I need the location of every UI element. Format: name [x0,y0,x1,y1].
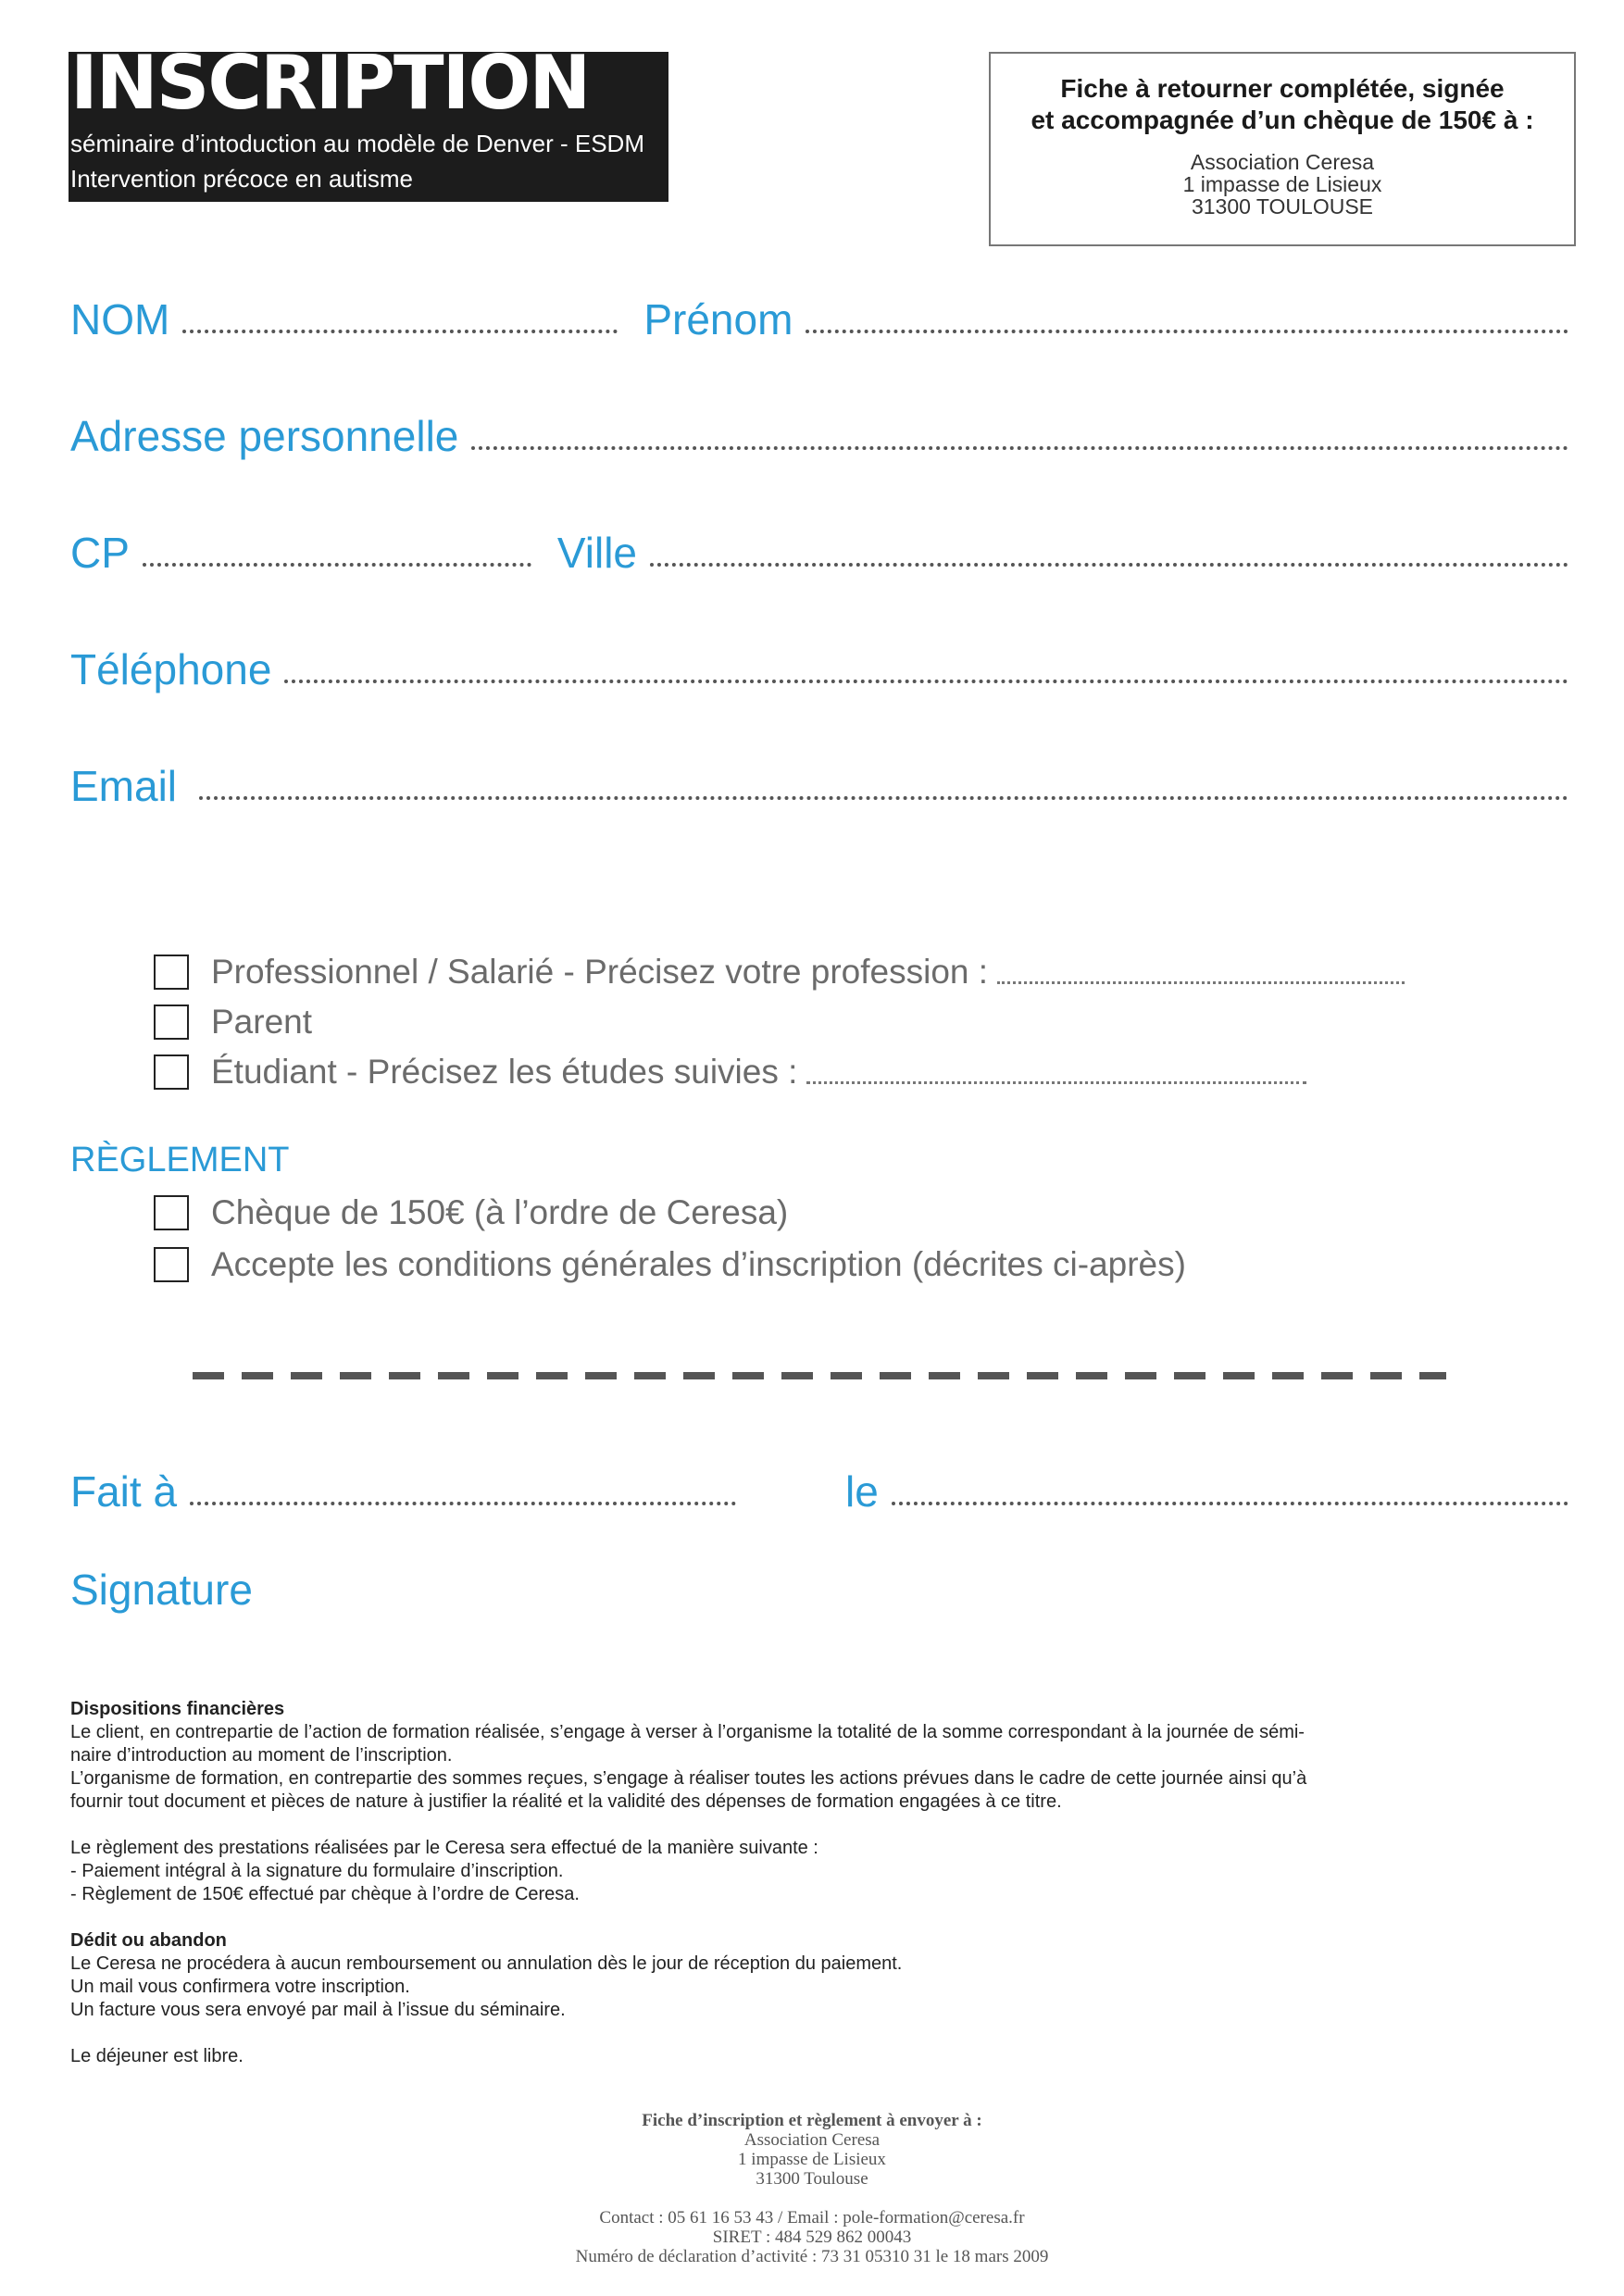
reglement-cheque [154,1191,788,1235]
profession-field[interactable] [997,981,1405,984]
nom-label: NOM [70,295,170,343]
footer [0,2111,1624,2266]
phone-row [70,635,1576,691]
page-title: INSCRIPTION [70,40,590,126]
telephone-field[interactable] [284,680,1568,683]
conditions-text [70,1698,1561,2068]
financial-heading: Dispositions financières [70,1699,285,1719]
ville-label: Ville [556,529,637,577]
status-etudiant [154,1050,1306,1094]
nom-field[interactable] [182,330,618,333]
payment-intro: Le règlement des prestations réalisées par le Ceresa sera effectué de la manière suivante : [70,1838,818,1858]
return-org: Association Ceresa [1190,150,1375,174]
footer-declaration: Numéro de déclaration d’activité : 73 31 05310 31 le 18 mars 2009 [575,2247,1049,2266]
signoff-row [70,1457,1576,1516]
email-label: Email [70,762,178,810]
dedit-line: Le Ceresa ne procédera à aucun remboursement ou annulation dès le jour de réception du paiement. [70,1953,903,1974]
payment-item: - Paiement intégral à la signature du formulaire d’inscription. [70,1861,564,1881]
cp-label: CP [70,529,130,577]
prenom-field[interactable] [806,330,1568,333]
city-row [70,518,1576,577]
email-field[interactable] [199,796,1568,800]
ville-field[interactable] [650,563,1568,567]
name-row [70,285,1576,341]
return-address-box [989,52,1576,246]
professionnel-label: Professionnel / Salarié - Précisez votre profession : [211,953,989,991]
footer-city: 31300 Toulouse [756,2169,868,2189]
header-block [69,40,668,202]
status-professionnel [154,950,1405,994]
financial-paragraph: Le client, en contrepartie de l’action de formation réalisée, s’engage à verser à l’organisme la totalité de la somme correspondant à la journée de sémi- [70,1722,1305,1742]
return-street: 1 impasse de Lisieux [1182,172,1382,196]
etudiant-label: Étudiant - Précisez les études suivies : [211,1053,798,1091]
parent-checkbox[interactable] [154,1004,189,1040]
etudes-field[interactable] [806,1081,1306,1084]
conditions-label: Accepte les conditions générales d’inscription (décrites ci-après) [211,1245,1186,1283]
lunch-note: Le déjeuner est libre. [70,2046,244,2066]
professionnel-checkbox[interactable] [154,955,189,990]
fait-a-field[interactable] [190,1502,736,1505]
return-instruction-line2: et accompagnée d’un chèque de 150€ à : [1031,106,1534,134]
cp-field[interactable] [143,563,531,567]
email-row [70,752,1576,810]
financial-paragraph: naire d’introduction au moment de l’inscription. [70,1745,453,1766]
dedit-line: Un facture vous sera envoyé par mail à l’issue du séminaire. [70,2000,566,2020]
seminar-topic: Intervention précoce en autisme [70,165,413,193]
prenom-label: Prénom [643,295,793,343]
parent-label: Parent [211,1003,313,1041]
footer-title: Fiche d’inscription et règlement à envoyer à : [642,2111,982,2130]
cheque-checkbox[interactable] [154,1195,189,1230]
payment-item: - Règlement de 150€ effectué par chèque à l’ordre de Ceresa. [70,1884,580,1904]
reglement-conditions [154,1242,1186,1287]
footer-contact: Contact : 05 61 16 53 43 / Email : pole-formation@ceresa.fr [599,2208,1025,2227]
footer-siret: SIRET : 484 529 862 00043 [712,2227,912,2247]
footer-street: 1 impasse de Lisieux [738,2150,886,2169]
return-instruction-line1: Fiche à retourner complétée, signée [1060,74,1505,103]
reglement-heading: RÈGLEMENT [70,1141,290,1179]
date-field[interactable] [892,1502,1568,1505]
adresse-field[interactable] [471,446,1568,450]
dedit-heading: Dédit ou abandon [70,1930,227,1951]
cheque-label: Chèque de 150€ (à l’ordre de Ceresa) [211,1193,789,1231]
signature-label: Signature [70,1566,253,1614]
cut-line-divider [193,1372,1446,1379]
conditions-checkbox[interactable] [154,1247,189,1282]
date-label: le [845,1467,879,1516]
telephone-label: Téléphone [70,645,272,693]
footer-org: Association Ceresa [743,2130,881,2150]
return-city: 31300 TOULOUSE [1191,194,1374,218]
adresse-label: Adresse personnelle [70,412,459,460]
etudiant-checkbox[interactable] [154,1054,189,1090]
financial-paragraph: L’organisme de formation, en contrepartie des sommes reçues, s’engage à réaliser toutes les actions prévues dans le cadre de cette journée ainsi qu’à [70,1768,1307,1789]
dedit-line: Un mail vous confirmera votre inscription. [70,1977,410,1997]
financial-paragraph: fournir tout document et pièces de nature à justifier la réalité et la validité des dépenses de formation engagées à ce titre. [70,1791,1062,1812]
fait-a-label: Fait à [70,1467,178,1516]
status-parent [154,1000,312,1044]
address-row [70,402,1576,460]
seminar-subtitle: séminaire d’intoduction au modèle de Denver - ESDM [70,130,644,157]
